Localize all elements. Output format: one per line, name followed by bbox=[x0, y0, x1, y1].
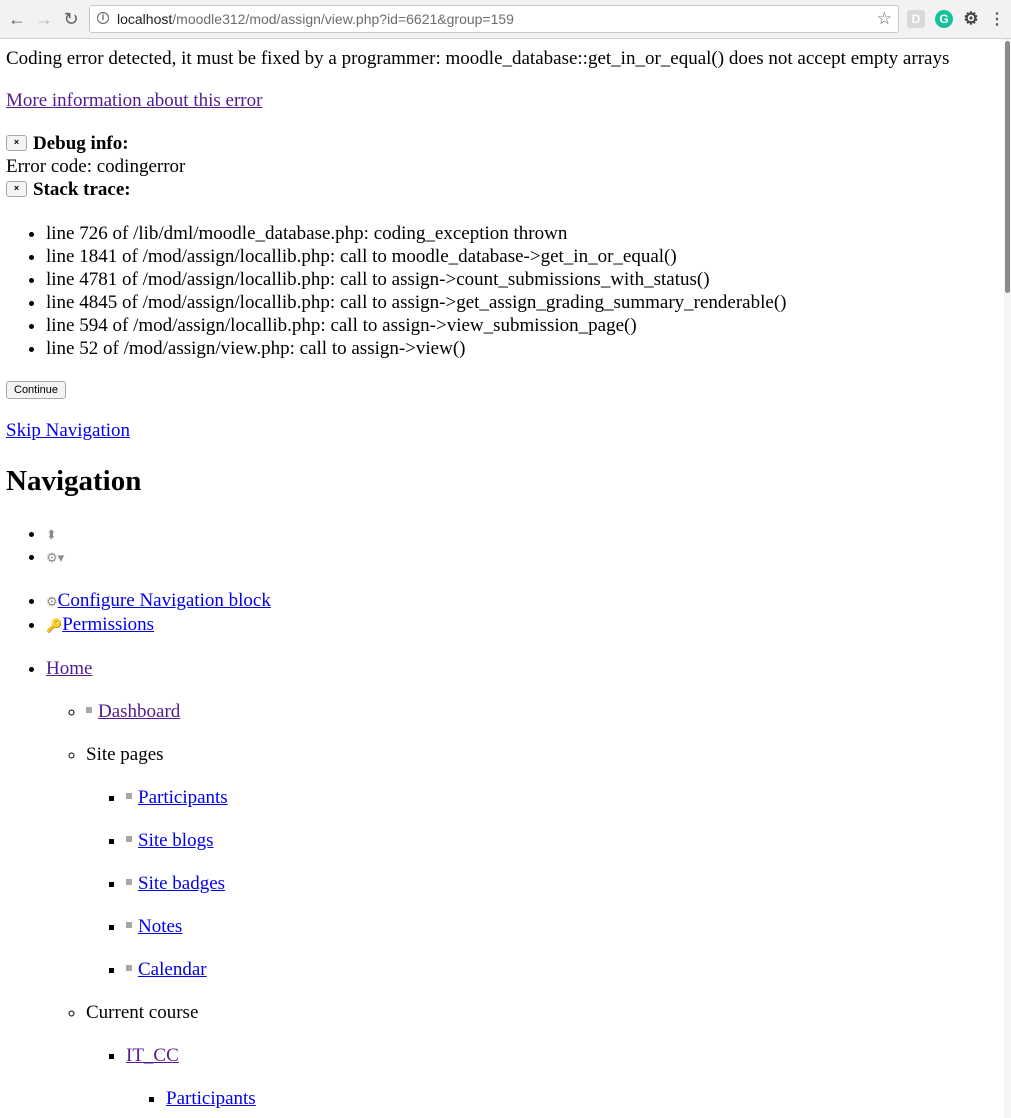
node-icon bbox=[86, 707, 92, 713]
node-icon bbox=[126, 965, 132, 971]
browser-menu-icon[interactable]: ⋮ bbox=[989, 11, 1005, 28]
browser-toolbar bbox=[0, 0, 1011, 39]
node-icon bbox=[126, 879, 132, 885]
url-host: localhost bbox=[117, 11, 173, 27]
calendar-link[interactable]: Calendar bbox=[138, 959, 207, 980]
info-icon[interactable]: i bbox=[97, 12, 109, 24]
nav-item-site-blogs bbox=[126, 829, 1002, 852]
stack-trace-item: • line 52 of /mod/assign/view.php: call to assign->view() bbox=[46, 337, 1002, 360]
key-icon: 🔑 bbox=[46, 618, 63, 633]
site-badges-link[interactable]: Site badges bbox=[138, 873, 226, 894]
site-blogs-link[interactable]: Site blogs bbox=[138, 830, 214, 851]
gear-dropdown-icon[interactable]: ⚙▾ bbox=[46, 550, 65, 565]
notes-link[interactable]: Notes bbox=[138, 916, 183, 937]
nav-item-notes bbox=[126, 915, 1002, 938]
address-bar[interactable] bbox=[89, 5, 899, 33]
course-children bbox=[126, 1087, 1002, 1110]
config-item bbox=[46, 613, 1002, 637]
stack-trace-item: • line 726 of /lib/dml/moodle_database.php: coding_exception thrown bbox=[46, 222, 1002, 245]
reload-icon[interactable]: ↻ bbox=[63, 9, 79, 29]
nav-item-current-course bbox=[86, 1001, 1002, 1110]
stack-trace-label: Stack trace: bbox=[33, 179, 131, 200]
forward-arrow-icon[interactable]: → bbox=[35, 9, 53, 29]
nav-item-dashboard bbox=[86, 700, 1002, 723]
debug-info-heading bbox=[6, 132, 1002, 155]
grammarly-extension-icon[interactable]: G bbox=[935, 10, 953, 28]
navigation-tree bbox=[6, 657, 1002, 1110]
more-info-link[interactable]: More information about this error bbox=[6, 90, 263, 111]
dashboard-link[interactable]: Dashboard bbox=[98, 701, 181, 722]
debug-info-toggle-button[interactable]: × bbox=[6, 135, 27, 151]
debug-info-label: Debug info: bbox=[33, 133, 129, 154]
nav-item-course-participants bbox=[166, 1087, 1002, 1110]
bookmark-star-icon[interactable]: ☆ bbox=[876, 9, 892, 28]
stack-trace-item: • line 4845 of /mod/assign/locallib.php: call to assign->get_assign_grading_summary_renderable() bbox=[46, 291, 1002, 314]
current-course-label[interactable]: Current course bbox=[86, 1002, 199, 1023]
error-code: Error code: codingerror bbox=[6, 156, 186, 177]
nav-item-site-badges bbox=[126, 872, 1002, 895]
node-icon bbox=[126, 922, 132, 928]
stack-trace-item: • line 594 of /mod/assign/locallib.php: call to assign->view_submission_page() bbox=[46, 314, 1002, 337]
stack-trace-item: • line 4781 of /mod/assign/locallib.php: call to assign->count_submissions_with_status() bbox=[46, 268, 1002, 291]
node-icon bbox=[126, 836, 132, 842]
home-children bbox=[46, 700, 1002, 1110]
page-content bbox=[6, 39, 1002, 1110]
navigation-heading: Navigation bbox=[6, 465, 142, 497]
participants-link[interactable]: Participants bbox=[138, 787, 228, 808]
extension-d-icon[interactable]: D bbox=[907, 10, 925, 28]
move-icon[interactable]: ⬍ bbox=[46, 527, 57, 542]
block-config-list bbox=[6, 589, 1002, 637]
nav-item-calendar bbox=[126, 958, 1002, 981]
nav-item-site-pages bbox=[86, 743, 1002, 981]
stack-trace-item: • line 1841 of /mod/assign/locallib.php: call to moodle_database->get_in_or_equal() bbox=[46, 245, 1002, 268]
nav-item-home bbox=[46, 657, 1002, 1110]
gear-icon: ⚙ bbox=[46, 594, 58, 609]
error-message: Coding error detected, it must be fixed by a programmer: moodle_database::get_in_or_equal() does not accept empty arrays bbox=[6, 48, 950, 69]
block-control-item bbox=[46, 545, 1002, 568]
node-icon bbox=[126, 793, 132, 799]
permissions-link[interactable]: Permissions bbox=[62, 614, 155, 635]
extension-gear-icon[interactable]: ⚙ bbox=[963, 9, 979, 28]
current-course-children bbox=[86, 1044, 1002, 1110]
url-text[interactable] bbox=[117, 11, 514, 27]
course-participants-link[interactable]: Participants bbox=[166, 1088, 256, 1109]
config-item bbox=[46, 589, 1002, 613]
stack-trace-list bbox=[6, 222, 1002, 360]
home-link[interactable]: Home bbox=[46, 658, 93, 679]
nav-item-course bbox=[126, 1044, 1002, 1110]
block-control-item bbox=[46, 522, 1002, 545]
url-path: /moodle312/mod/assign/view.php?id=6621&group=159 bbox=[172, 11, 514, 27]
configure-navigation-link[interactable]: Configure Navigation block bbox=[57, 590, 271, 611]
continue-button[interactable]: Continue bbox=[6, 381, 66, 399]
scrollbar-thumb[interactable] bbox=[1005, 41, 1010, 293]
site-pages-label[interactable]: Site pages bbox=[86, 744, 164, 765]
stack-trace-toggle-button[interactable]: × bbox=[6, 181, 27, 197]
back-arrow-icon[interactable]: ← bbox=[8, 9, 26, 29]
page-scrollbar[interactable] bbox=[1004, 39, 1011, 1118]
nav-item-participants bbox=[126, 786, 1002, 809]
block-controls-list bbox=[6, 522, 1002, 568]
site-pages-children bbox=[86, 786, 1002, 981]
stack-trace-heading bbox=[6, 178, 1002, 201]
skip-navigation-link[interactable]: Skip Navigation bbox=[6, 420, 131, 441]
course-link[interactable]: IT_CC bbox=[126, 1045, 179, 1066]
